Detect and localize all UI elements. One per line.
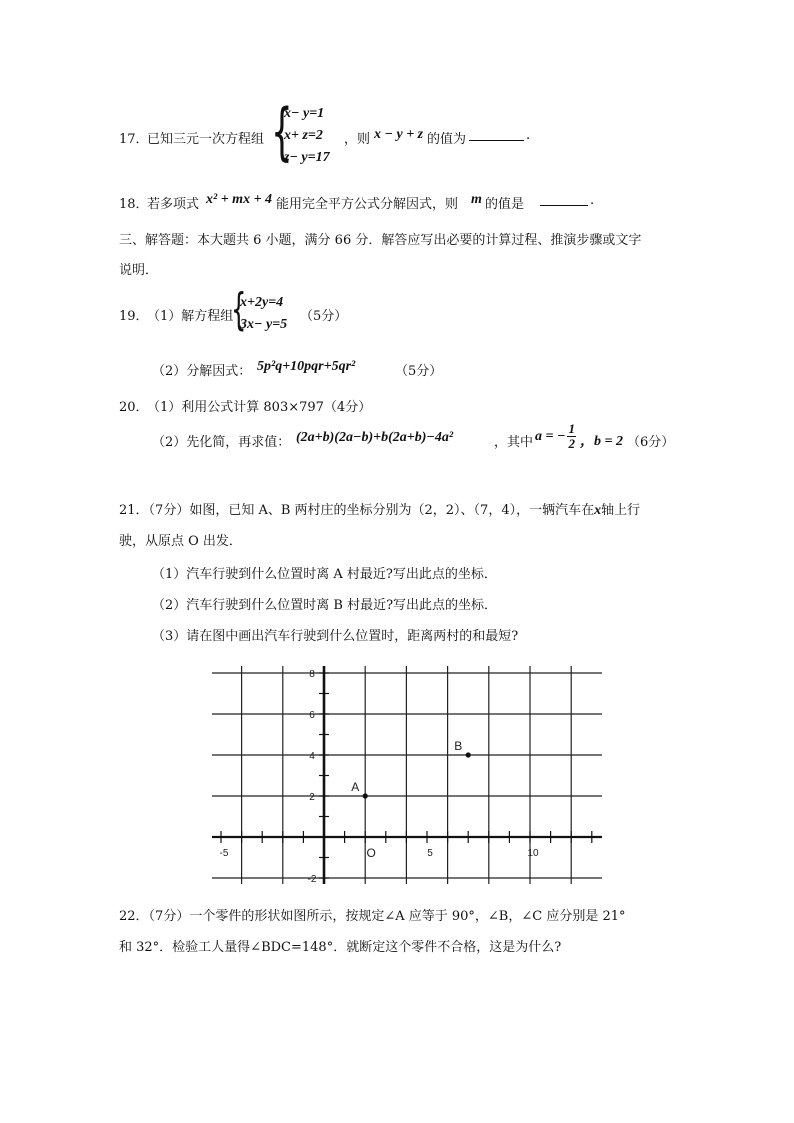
section3-line1: 三、解答题：本大题共 6 小题，满分 66 分．解答应写出必要的计算过程、推演步骤或文字 [119,233,642,248]
q19-eq1: x+2y=4 [240,295,284,310]
q20-number: 20． [119,400,149,415]
q19-part2-label: （2）分解因式： [152,364,252,379]
origin-label: O [366,846,376,860]
q17-tail: ，则 [344,132,371,147]
q17-number: 17． [119,132,149,147]
x-tick-label: 5 [427,848,433,859]
q19-part2-score: （5分） [395,364,443,379]
q17-answer-blank[interactable] [469,128,524,141]
tick-labels [220,669,539,885]
q17-end: . [526,128,531,143]
q18-lead: 若多项式 [147,197,200,212]
grid-lines [212,666,602,884]
y-tick-label: 2 [309,792,315,803]
q17-eq3: z− y=17 [284,150,330,165]
y-tick-label: -2 [307,874,317,885]
q22-line1: 22．（7分）一个零件的形状如图所示，按规定∠A 应等于 90°，∠B，∠C 应分别是 21° [119,909,626,924]
q20-part2-expression: (2a+b)(2a−b)+b(2a+b)−4a² [296,430,454,445]
left-brace-icon: { [271,95,293,168]
q21-sub3: （3）请在图中画出汽车行驶到什么位置时，距离两村的和最短? [152,629,519,644]
y-tick-label: 8 [309,669,315,680]
q19-part1-score: （5分） [300,309,348,324]
q20-part1: （1）利用公式计算 803×797（4分） [147,400,372,415]
q17-tail2: 的值为 [427,132,467,147]
point-a [363,793,368,798]
q21-line1-pre: 21．（7分）如图，已知 A、B 两村庄的坐标分别为（2，2）、（7，4），一辆汽车在 [119,503,595,518]
point-label-a: A [351,780,360,794]
x-tick-label: 10 [527,848,539,859]
q20-frac-denominator: 2 [568,436,575,451]
q18-end: . [590,193,595,208]
y-tick-label: 4 [309,751,315,762]
q20-part2-label: （2）先化简，再求值： [152,435,291,450]
q20-a-value [535,422,578,451]
point-b [466,752,471,757]
q17-expression: x − y + z [374,127,424,142]
q19-number: 19． [119,309,149,324]
y-tick-label: 6 [309,710,315,721]
point-label-b: B [454,739,463,753]
q21-axis-var: x [594,503,602,518]
q19-equation-system [240,292,287,336]
x-tick-label: -5 [219,848,229,859]
q19-part2-expression: 5p²q+10pqr+5qr² [257,359,356,374]
q20-b-value: ，b = 2 [580,434,623,449]
q21-sub2: （2）汽车行驶到什么位置时离 B 村最近?写出此点的坐标． [152,598,498,613]
q17-equation-system [284,103,330,169]
q18-variable: m [471,192,482,207]
left-brace-icon: { [231,284,247,335]
q18-tail: 的值是 [485,197,525,212]
q19-part1-label: （1）解方程组 [147,309,234,324]
q17-lead: 已知三元一次方程组 [147,132,265,147]
q22-line2: 和 32°．检验工人量得∠BDC=148°．就断定这个零件不合格，这是为什么? [119,940,562,955]
q21-line2: 驶，从原点 O 出发． [119,534,242,549]
q20-part2-score: （6分） [627,435,675,450]
q21-sub1: （1）汽车行驶到什么位置时离 A 村最近?写出此点的坐标． [152,567,497,582]
q19-eq2: 3x− y=5 [240,317,288,332]
q18-answer-blank[interactable] [540,193,588,206]
q20-a-lhs: a = − [535,428,566,444]
q18-polynomial: x² + mx + 4 [206,192,273,207]
q20-part2-mid: ，其中 [494,435,534,450]
q18-mid: 能用完全平方公式分解因式，则 [276,197,459,212]
q17-eq2: x+ z=2 [284,128,323,143]
q20-frac-numerator: 1 [568,421,575,436]
q17-eq1: x− y=1 [284,106,325,121]
q21-line1-post: 轴上行 [601,503,641,518]
q18-number: 18． [119,197,149,212]
q20-fraction [567,422,576,451]
axes [212,666,602,884]
data-points [351,739,471,799]
q21-line1 [119,499,640,519]
section3-line2: 说明． [119,263,159,278]
coordinate-grid-chart [212,662,604,888]
